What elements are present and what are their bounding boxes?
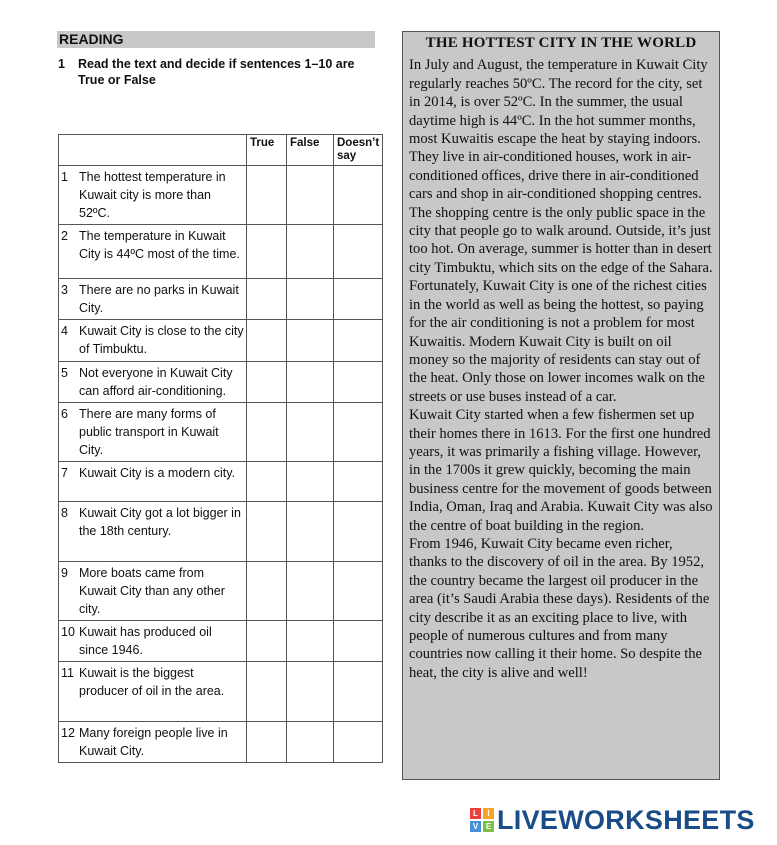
statement-text: There are many forms of public transport in Kuwait City.	[79, 407, 219, 457]
true-answer-box[interactable]	[247, 662, 287, 722]
passage-paragraph: Kuwait City started when a few fishermen set up their homes there in 1613. For the first one hundred years, it was primarily a fishing village. However, in the 1700s it grew quickly, becoming the main business centre for the movement of goods between India, Oman, Iraq and Arabia. Kuwait City was also the centre of boat building in the region.	[409, 407, 713, 534]
table-header-row	[59, 135, 383, 166]
section-heading: READING	[57, 31, 375, 48]
statement-number: 10	[61, 625, 75, 639]
true-answer-box[interactable]	[247, 166, 287, 225]
doesnt-say-answer-box[interactable]	[334, 502, 383, 562]
statement-cell	[59, 225, 247, 279]
statement-cell	[59, 403, 247, 462]
false-answer-box[interactable]	[287, 502, 334, 562]
logo-mark-letter: I	[483, 808, 494, 819]
statement-number: 3	[61, 283, 68, 297]
statement-text: Kuwait City is close to the city of Timbuktu.	[79, 324, 244, 356]
statement-cell	[59, 462, 247, 502]
passage-title: THE HOTTEST CITY IN THE WORLD	[425, 35, 697, 51]
logo-wordmark: LIVEWORKSHEETS	[497, 804, 755, 835]
doesnt-say-answer-box[interactable]	[334, 722, 383, 763]
statement-number: 1	[61, 170, 68, 184]
header-doesnt-say: Doesn’t say	[334, 135, 383, 166]
false-answer-box[interactable]	[287, 722, 334, 763]
statement-number: 7	[61, 466, 68, 480]
statement-cell	[59, 279, 247, 320]
table-row	[59, 722, 383, 763]
passage-paragraph: In July and August, the temperature in Kuwait City regularly reaches 50ºC. The record for the city, set in 2014, is over 52ºC. In the summer, the usual daytime high is 44ºC. In the hot summer months, most Kuwaitis escape the heat by staying indoors. They live in air-conditioned houses, work in air-conditioned offices, drive there in air-conditioned cars and shop in air-conditioned shopping centres. The shopping centre is the only public space in the city that people go to walk around. Outside, it’s just too hot. On average, summer is hotter than in desert city Timbuktu, which sits on the edge of the Sahara.	[409, 57, 713, 276]
header-blank-cell	[59, 135, 247, 166]
false-answer-box[interactable]	[287, 225, 334, 279]
table-row	[59, 279, 383, 320]
false-answer-box[interactable]	[287, 621, 334, 662]
doesnt-say-answer-box[interactable]	[334, 403, 383, 462]
passage-paragraph: From 1946, Kuwait City became even richer, thanks to the discovery of oil in the area. By 1952, the country became the largest oil producer in the area (it’s Saudi Arabia these days). Residents of the city describe it as an exciting place to live, with people of numerous cultures and from many countries now calling it their home. So despite the heat, the city is alive and well!	[409, 535, 710, 681]
false-answer-box[interactable]	[287, 403, 334, 462]
statement-cell	[59, 662, 247, 722]
statement-number: 8	[61, 506, 68, 520]
statement-text: Kuwait City is a modern city.	[79, 466, 236, 480]
statement-number: 5	[61, 366, 68, 380]
false-answer-box[interactable]	[287, 662, 334, 722]
table-row	[59, 462, 383, 502]
statement-number: 9	[61, 566, 68, 580]
header-true: True	[247, 135, 287, 166]
true-answer-box[interactable]	[247, 722, 287, 763]
statement-number: 4	[61, 324, 68, 338]
doesnt-say-answer-box[interactable]	[334, 562, 383, 621]
false-answer-box[interactable]	[287, 462, 334, 502]
statement-cell	[59, 320, 247, 362]
logo-mark-letter: V	[470, 821, 481, 832]
true-answer-box[interactable]	[247, 621, 287, 662]
false-answer-box[interactable]	[287, 279, 334, 320]
passage-paragraph: Fortunately, Kuwait City is one of the richest cities in the world as well as being the hottest, so paying for the air conditioning is not a problem for most Kuwaitis. Modern Kuwait City is built on oil money so the majority of residents can stay out of the heat. Only those on lower incomes walk on the streets or use buses instead of a car.	[409, 278, 707, 405]
statement-number: 6	[61, 407, 68, 421]
statement-text: The hottest temperature in Kuwait city is more than 52ºC.	[79, 170, 226, 220]
doesnt-say-answer-box[interactable]	[334, 225, 383, 279]
true-answer-box[interactable]	[247, 502, 287, 562]
statement-text: Kuwait has produced oil since 1946.	[79, 625, 212, 657]
statement-text: There are no parks in Kuwait City.	[79, 283, 239, 315]
statement-number: 12	[61, 726, 75, 740]
false-answer-box[interactable]	[287, 166, 334, 225]
table-row	[59, 662, 383, 722]
doesnt-say-answer-box[interactable]	[334, 662, 383, 722]
statement-number: 2	[61, 229, 68, 243]
table-row	[59, 621, 383, 662]
doesnt-say-answer-box[interactable]	[334, 621, 383, 662]
table-row	[59, 225, 383, 279]
statement-cell	[59, 502, 247, 562]
true-answer-box[interactable]	[247, 225, 287, 279]
logo-mark-letter: E	[483, 821, 494, 832]
statement-cell	[59, 621, 247, 662]
instruction-number: 1	[58, 57, 65, 71]
false-answer-box[interactable]	[287, 362, 334, 403]
logo-mark-letter: L	[470, 808, 481, 819]
doesnt-say-answer-box[interactable]	[334, 279, 383, 320]
statement-text: Not everyone in Kuwait City can afford air-conditioning.	[79, 366, 233, 398]
doesnt-say-answer-box[interactable]	[334, 462, 383, 502]
statement-cell	[59, 722, 247, 763]
statement-number: 11	[61, 666, 74, 680]
doesnt-say-answer-box[interactable]	[334, 166, 383, 225]
liveworksheets-logo	[470, 806, 755, 834]
instruction-text: Read the text and decide if sentences 1–10 are True or False	[78, 57, 355, 87]
statement-text: The temperature in Kuwait City is 44ºC most of the time.	[79, 229, 240, 261]
true-answer-box[interactable]	[247, 320, 287, 362]
statement-text: Kuwait is the biggest producer of oil in the area.	[79, 666, 225, 698]
statement-cell	[59, 362, 247, 403]
statement-text: Kuwait City got a lot bigger in the 18th century.	[79, 506, 241, 538]
statement-text: Many foreign people live in Kuwait City.	[79, 726, 228, 758]
table-row	[59, 562, 383, 621]
true-answer-box[interactable]	[247, 403, 287, 462]
true-false-table	[58, 134, 383, 763]
statement-text: More boats came from Kuwait City than any other city.	[79, 566, 225, 616]
table-row	[59, 403, 383, 462]
false-answer-box[interactable]	[287, 320, 334, 362]
true-answer-box[interactable]	[247, 562, 287, 621]
table-row	[59, 502, 383, 562]
table-row	[59, 362, 383, 403]
statement-cell	[59, 166, 247, 225]
statement-cell	[59, 562, 247, 621]
logo-mark-icon	[470, 808, 494, 832]
table-row	[59, 166, 383, 225]
table-row	[59, 320, 383, 362]
true-answer-box[interactable]	[247, 362, 287, 403]
reading-passage	[402, 31, 720, 780]
doesnt-say-answer-box[interactable]	[334, 362, 383, 403]
header-false: False	[287, 135, 334, 166]
doesnt-say-answer-box[interactable]	[334, 320, 383, 362]
true-answer-box[interactable]	[247, 279, 287, 320]
true-answer-box[interactable]	[247, 462, 287, 502]
false-answer-box[interactable]	[287, 562, 334, 621]
